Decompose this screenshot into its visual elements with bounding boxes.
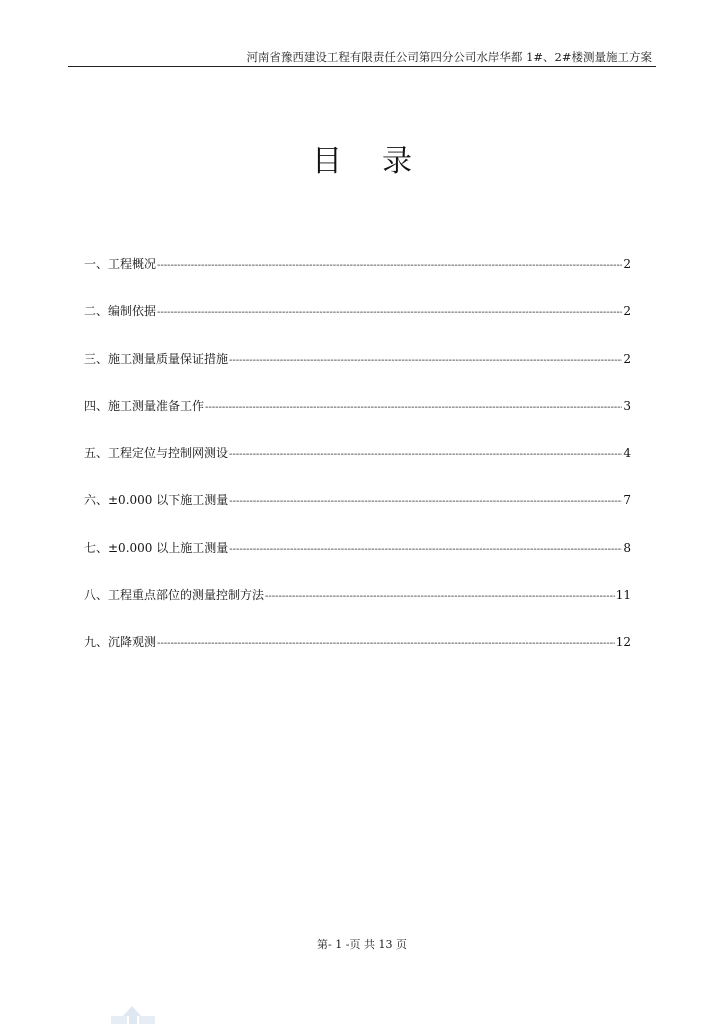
toc-page: 8 <box>623 540 631 555</box>
toc-entry[interactable] <box>84 398 631 445</box>
toc-page: 2 <box>623 351 631 366</box>
toc-label: 二、编制依据 <box>84 304 157 319</box>
toc-entry[interactable] <box>84 634 631 681</box>
toc-page: 2 <box>623 304 631 319</box>
toc-leader <box>229 351 622 369</box>
toc-entry[interactable] <box>84 303 631 350</box>
toc-leader <box>229 445 622 463</box>
toc-leader <box>265 587 615 605</box>
toc-leader <box>157 303 622 321</box>
page-header: 河南省豫西建设工程有限责任公司第四分公司水岸华都 1#、2#楼测量施工方案 <box>68 50 656 67</box>
toc-label: 七、±0.000 以上施工测量 <box>84 540 229 555</box>
toc-page: 7 <box>623 493 631 508</box>
toc-leader <box>229 540 622 558</box>
toc-leader <box>229 492 622 510</box>
toc-entry[interactable] <box>84 540 631 587</box>
toc-entry[interactable] <box>84 587 631 634</box>
toc-leader <box>205 398 622 416</box>
toc-page: 2 <box>623 257 631 271</box>
page-title: 目录 <box>312 144 452 179</box>
toc-page: 3 <box>623 398 631 413</box>
toc-label: 三、施工测量质量保证措施 <box>84 351 229 366</box>
toc-label: 六、±0.000 以下施工测量 <box>84 493 229 508</box>
toc-leader <box>157 634 615 652</box>
toc-label: 一、工程概况 <box>84 257 157 271</box>
toc-page: 11 <box>615 588 631 603</box>
toc-leader <box>157 256 622 274</box>
toc-page: 4 <box>623 446 631 461</box>
toc-label: 八、工程重点部位的测量控制方法 <box>84 588 265 603</box>
toc-label: 五、工程定位与控制网测设 <box>84 446 229 461</box>
toc-entry[interactable] <box>84 256 631 303</box>
toc-entry[interactable] <box>84 351 631 398</box>
toc-entry[interactable] <box>84 445 631 492</box>
toc-label: 九、沉降观测 <box>84 635 157 650</box>
watermark-logo-icon <box>105 1002 160 1024</box>
toc-entry[interactable] <box>84 492 631 539</box>
page-footer: 第- 1 -页 共 13 页 <box>317 938 407 951</box>
toc-page: 12 <box>615 635 631 650</box>
toc-label: 四、施工测量准备工作 <box>84 398 205 413</box>
table-of-contents <box>84 256 631 682</box>
